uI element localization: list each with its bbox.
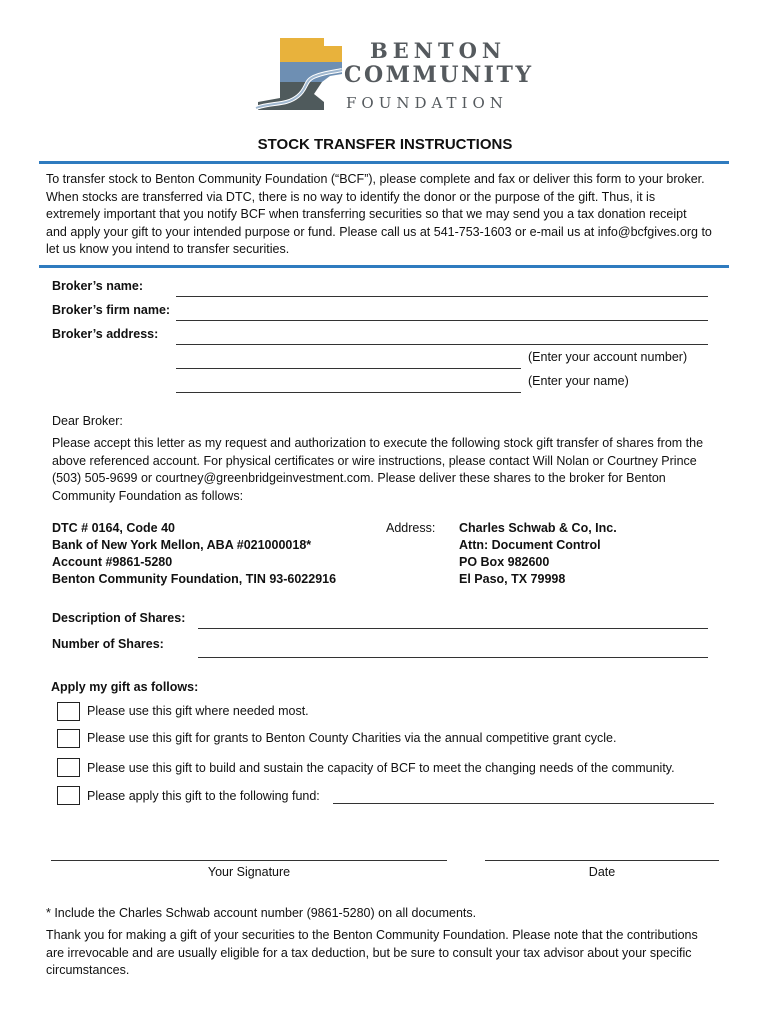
letter-line: Community Foundation as follows:: [52, 488, 244, 503]
salutation: Dear Broker:: [52, 414, 123, 428]
option-checkbox-needed-most[interactable]: [57, 702, 80, 721]
address-line: Attn: Document Control: [459, 538, 601, 552]
number-shares-label: Number of Shares:: [52, 637, 164, 651]
address-line: PO Box 982600: [459, 555, 550, 569]
address-label: Address:: [386, 521, 436, 535]
dtc-line: Account #9861-5280: [52, 555, 173, 569]
thanks-paragraph: [46, 927, 698, 980]
letter-line: Please accept this letter as my request and authorization to execute the following stock gift transfer of shares from the: [52, 436, 704, 450]
logo-line-foundation: FOUNDATION: [346, 94, 508, 112]
apply-heading: Apply my gift as follows:: [51, 680, 199, 694]
option-checkbox-capacity[interactable]: [57, 758, 80, 777]
broker-address-field[interactable]: [176, 344, 708, 345]
broker-address-label: Broker’s address:: [52, 327, 159, 341]
thanks-line: circumstances.: [46, 963, 130, 977]
broker-firm-field[interactable]: [176, 320, 708, 321]
logo-line-community: COMMUNITY: [344, 62, 534, 88]
option-checkbox-grants[interactable]: [57, 729, 80, 748]
footnote: * Include the Charles Schwab account number (9861-5280) on all documents.: [46, 906, 477, 920]
intro-line: let us know you intend to transfer securities.: [46, 242, 290, 256]
thanks-line: Thank you for making a gift of your securities to the Benton Community Foundation. Please note that the contributions: [46, 928, 698, 942]
signature-field[interactable]: [51, 860, 447, 861]
date-label: Date: [588, 865, 616, 879]
intro-line: When stocks are transferred via DTC, there is no way to identify the donor or the purpose of the gift. Thus, it is: [46, 189, 656, 204]
page-title: STOCK TRANSFER INSTRUCTIONS: [257, 136, 513, 153]
logo: [252, 36, 534, 116]
signature-label: Your Signature: [207, 865, 291, 879]
option-label: Please use this gift for grants to Benton County Charities via the annual competitive grant cycle.: [87, 731, 617, 745]
option-checkbox-fund[interactable]: [57, 786, 80, 805]
option-label: Please use this gift to build and sustain the capacity of BCF to meet the changing needs of the community.: [87, 761, 675, 775]
account-number-field[interactable]: [176, 368, 521, 369]
address-line: Charles Schwab & Co, Inc.: [459, 521, 617, 535]
account-name-hint: (Enter your name): [528, 374, 629, 388]
logo-emblem-icon: [252, 36, 344, 114]
description-shares-field[interactable]: [198, 628, 708, 629]
description-shares-label: Description of Shares:: [52, 611, 186, 625]
date-field[interactable]: [485, 860, 719, 861]
intro-line: and apply your gift to your intended purpose or fund. Please call us at 541-753-1603 or e-mail us at info@bcfgives.org to: [46, 224, 712, 239]
letter-body: [52, 435, 703, 505]
divider-top: [39, 161, 729, 164]
intro-paragraph: [46, 171, 712, 259]
broker-name-field[interactable]: [176, 296, 708, 297]
divider-bottom: [39, 265, 729, 268]
fund-name-field[interactable]: [333, 803, 714, 804]
dtc-info: [52, 520, 336, 588]
intro-line: extremely important that you notify BCF when transferring securities so that we may send you a tax donation receipt: [46, 207, 687, 221]
dtc-line: Benton Community Foundation, TIN 93-6022916: [52, 572, 337, 586]
broker-firm-label: Broker’s firm name:: [52, 303, 171, 317]
intro-line: To transfer stock to Benton Community Foundation (“BCF”), please complete and fax or deliver this form to your broker.: [46, 172, 705, 186]
thanks-line: are irrevocable and are usually eligible for a tax deduction, but be sure to consult your tax advisor about your specific: [46, 945, 692, 960]
address-line: El Paso, TX 79998: [459, 572, 566, 586]
dtc-line: DTC # 0164, Code 40: [52, 521, 175, 535]
schwab-address: [459, 520, 617, 588]
logo-line-benton: BENTON: [370, 38, 507, 63]
option-label: Please use this gift where needed most.: [87, 704, 309, 718]
letter-line: (503) 505-9699 or courtney@greenbridgeinvestment.com. Please deliver these shares to the broker for Benton: [52, 471, 666, 485]
broker-name-label: Broker’s name:: [52, 279, 144, 293]
account-name-field[interactable]: [176, 392, 521, 393]
dtc-line: Bank of New York Mellon, ABA #021000018*: [52, 538, 312, 552]
letter-line: above referenced account. For physical certificates or wire instructions, please contact Will Nolan or Courtney Prince: [52, 453, 697, 468]
option-label: Please apply this gift to the following fund:: [87, 789, 320, 803]
account-number-hint: (Enter your account number): [528, 350, 688, 364]
number-shares-field[interactable]: [198, 657, 708, 658]
